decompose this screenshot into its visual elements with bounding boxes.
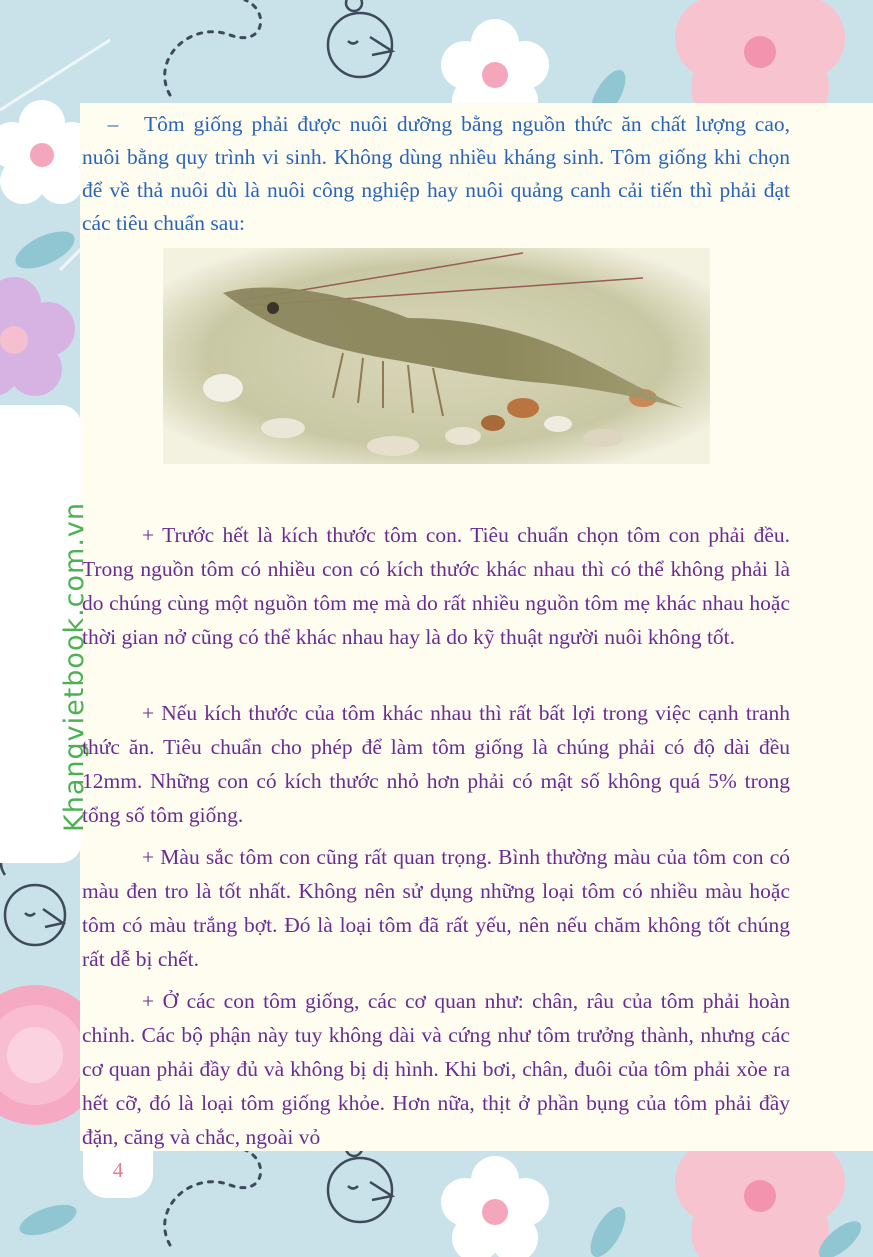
swirl-decoration <box>165 1150 261 1245</box>
intro-paragraph <box>82 108 790 240</box>
leaf-icon <box>584 1202 633 1257</box>
intro-text: Tôm giống phải được nuôi dưỡng bằng nguồn thức ăn chất lượng cao, nuôi bằng quy trình vi sinh. Không dùng nhiều kháng sinh. Tôm giống khi chọn để về thả nuôi dù là nuôi công nghiệp hay nuôi quảng canh cải tiến thì phải đạt các tiêu chuẩn sau: <box>82 112 790 235</box>
leaf-icon <box>16 1198 81 1241</box>
bullet-dash: – <box>107 112 119 136</box>
paragraph-organs: + Ở các con tôm giống, các cơ quan như: chân, râu của tôm phải hoàn chỉnh. Các bộ phận này tuy không dài và cứng như tôm trưởng thành, nhưng các cơ quan phải đầy đủ và không bị dị hình. Khi bơi, chân, đuôi của tôm phải xòe ra hết cỡ, đó là loại tôm giống khỏe. Hơn nữa, thịt ở phần bụng của tôm phải đầy đặn, căng và chắc, ngoài vỏ <box>82 989 790 1149</box>
swirl-decoration <box>165 0 261 95</box>
white-flower-icon <box>441 1156 549 1257</box>
paragraph-color: + Màu sắc tôm con cũng rất quan trọng. Bình thường màu của tôm con có màu đen tro là tốt nhất. Không nên sử dụng những loại tôm có nhiều màu hoặc tôm có màu trắng bợt. Đó là loại tôm đã rất yếu, nên nếu chăm không tốt chúng rất dễ bị chết. <box>82 845 790 971</box>
shrimp-photo <box>163 248 710 464</box>
leaf-icon <box>10 224 80 276</box>
bird-doodle-icon <box>328 0 392 77</box>
bird-doodle-icon <box>1 850 65 945</box>
purple-flower-icon <box>0 277 75 396</box>
paragraph-size-difference: + Nếu kích thước của tôm khác nhau thì rất bất lợi trong việc cạnh tranh thức ăn. Tiêu chuẩn cho phép để làm tôm giống là chúng phải có độ dài đều 12mm. Những con có kích thước nhỏ hơn phải có mật số không quá 5% trong tổng số tôm giống. <box>82 701 790 827</box>
page-number: 4 <box>112 1158 124 1182</box>
paragraph-size: + Trước hết là kích thước tôm con. Tiêu chuẩn chọn tôm con phải đều. Trong nguồn tôm có nhiều con có kích thước khác nhau thì có thể không phải là do chúng cùng một nguồn tôm mẹ mà do rất nhiều nguồn tôm mẹ khác nhau hoặc thời gian nở cũng có thể khác nhau hay là do kỹ thuật người nuôi không tốt. <box>82 523 790 649</box>
intro-block <box>82 108 790 240</box>
watermark-text: Khangvietbook.com.vn <box>59 501 90 832</box>
